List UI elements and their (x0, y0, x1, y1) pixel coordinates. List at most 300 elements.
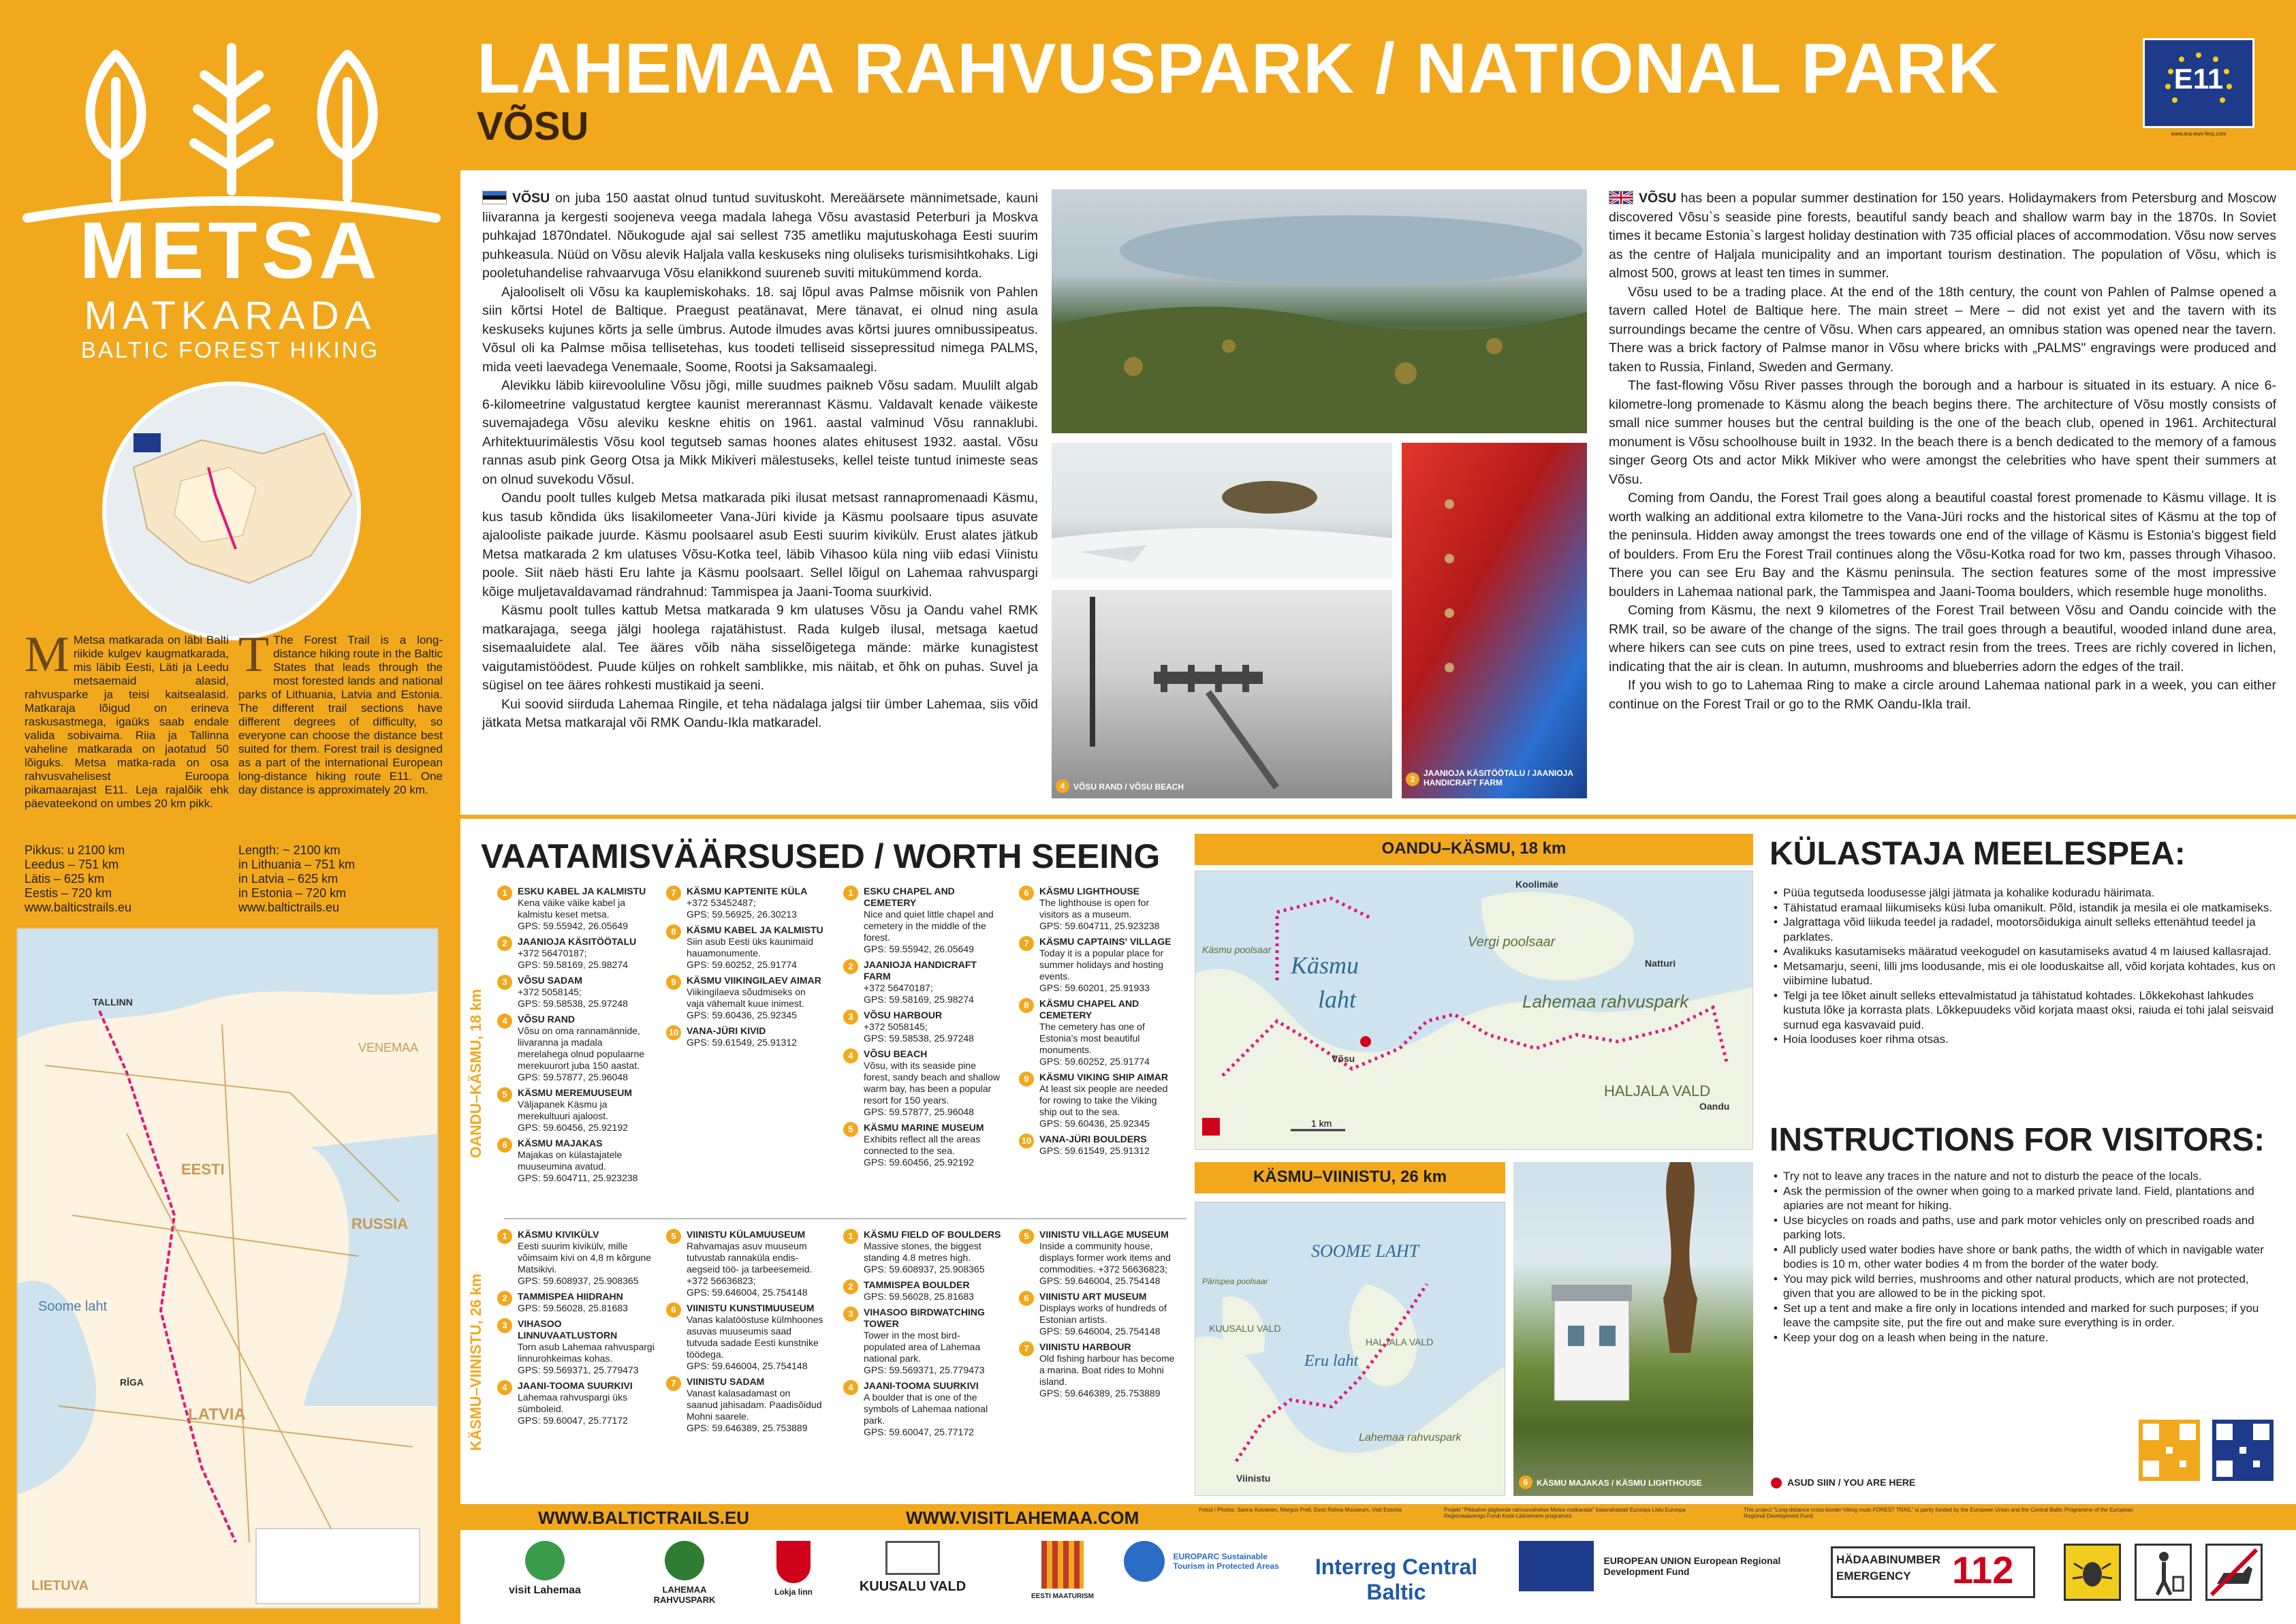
historic-beach-photo (1052, 590, 1392, 798)
item-number-badge: 4 (843, 1048, 858, 1063)
list-item (1019, 1291, 1177, 1337)
item-number-badge: 3 (497, 1318, 512, 1333)
item-name: VIINISTU ART MUSEUM (1039, 1291, 1147, 1302)
item-gps: GPS: 59.569371, 25.779473 (864, 1364, 985, 1375)
item-gps: GPS: 59.569371, 25.779473 (518, 1364, 639, 1375)
item-number-badge: 1 (843, 886, 858, 901)
item-description: Siin asub Eesti üks kaunimaid hauamonumente. (687, 936, 813, 958)
item-gps: GPS: 59.57877, 25.96048 (864, 1106, 974, 1117)
stat-latvia: Lätis – 625 km (25, 872, 105, 886)
map2-label-parispea: Pärispea poolsaar (1202, 1277, 1268, 1286)
item-description: Rahvamajas asuv muuseum tutvustab rannaküla endis-aegseid töö- ja tarbeesemeid. +372 56636823; (687, 1240, 813, 1286)
list-item: • Ask the permission of the owner when going to a marked private land. Field, plantations and apiaries are not meant for hiking. (1774, 1184, 2279, 1213)
lighthouse-photo-number: 6 (1519, 1475, 1532, 1489)
map-label-venemaa: VENEMAA (358, 1041, 419, 1055)
lahemaa-park-logo: LAHEMAA RAHVUSPARK (633, 1541, 736, 1616)
visitor-tips-est-title: KÜLASTAJA MEELESPEA: (1770, 836, 2186, 872)
eng-paragraph-6: If you wish to go to Lahemaa Ring to make a circle around Lahemaa national park in a week, you can either continue on the Forest Trail or go to the RMK Oandu-Ikla trail. (1609, 678, 2276, 712)
route1-est-col-b (666, 886, 824, 1052)
stat-website-link[interactable]: www.baltictrails.eu (238, 901, 340, 914)
item-description: +372 5058145; (864, 1021, 928, 1032)
list-item (1019, 1072, 1177, 1129)
eu-flag-icon (1519, 1541, 1594, 1591)
item-description: Väljapanek Käsmu ja merekultuuri ajaloost. (518, 1099, 609, 1121)
route1-eng-col-a (843, 886, 1001, 1172)
list-item (497, 936, 655, 971)
list-item: • All publicly used water bodies have shore or bank paths, the width of which in navigable water bodies is 10 m, other water bodies 4 m from the border of the water body. (1774, 1243, 2279, 1272)
list-item (1019, 1134, 1177, 1157)
item-number-badge: 1 (497, 886, 512, 901)
section-divider (460, 815, 2296, 819)
route2-eng-col-b (1019, 1229, 1177, 1403)
item-gps: GPS: 59.60252, 25.91774 (687, 959, 797, 970)
list-item (1019, 1341, 1177, 1399)
est-paragraph-6: Kui soovid siirduda Lahemaa Ringile, et teha nädalaga jalgsi tiir ümber Lahemaa, siis võid jätkata Metsa matkarajal või RMK Oandu-Ikla matkaradel. (482, 696, 1038, 730)
item-description: Old fishing harbour has become a marina. Boat rides to Mohni island. (1039, 1353, 1175, 1387)
item-number-badge: 7 (666, 886, 681, 901)
handicraft-photo-number: 2 (1406, 772, 1419, 786)
map2-label-soome-laht: SOOME LAHT (1311, 1241, 1419, 1261)
item-number-badge: 5 (666, 1229, 681, 1244)
visitlahemaa-link[interactable]: WWW.VISITLAHEMAA.COM (906, 1508, 1139, 1528)
europarc-logo: EUROPARC Sustainable Tourism in Protected Areas (1124, 1541, 1287, 1616)
item-name: KÄSMU KABEL JA KALMISTU (687, 924, 823, 935)
list-item (1019, 886, 1177, 932)
item-gps: GPS: 59.604711, 25.923238 (518, 1172, 638, 1183)
item-number-badge: 6 (1019, 886, 1034, 901)
map1-label-laht: laht (1318, 986, 1357, 1013)
list-item: • Telgi ja tee lõket ainult selleks ettevalmistatud ja tähistatud kohtades. Lõkkekohast lahkudes kustuta lõke ja korrasta plats. Lõkkepuudeks võid korjata maast oksi, raiuda ei tohi jalal seisvaid surnud ega kasvavaid puid. (1774, 988, 2279, 1033)
item-name: ESKU KABEL JA KALMISTU (518, 886, 646, 896)
item-name: JAANIOJA KÄSITÖÖTALU (518, 936, 637, 947)
item-number-badge: 4 (497, 1014, 512, 1029)
list-item: • Try not to leave any traces in the nature and not to disturb the peace of the locals. (1774, 1169, 2279, 1184)
e11-site: www.era-ewv-ferp.com (2171, 131, 2227, 137)
list-item (843, 886, 1001, 955)
item-name: KÄSMU VIIKINGILAEV AIMAR (687, 975, 821, 986)
item-name: ESKU CHAPEL AND CEMETERY (864, 886, 955, 908)
item-number-badge: 7 (666, 1376, 681, 1391)
item-name: KÄSMU CHAPEL AND CEMETERY (1039, 998, 1139, 1020)
kasmu-lighthouse-photo (1513, 1162, 1753, 1496)
item-description: Vanast kalasadamast on saanud jahisadam. Paadisõidud Mohni saarele. (687, 1388, 822, 1422)
item-number-badge: 1 (843, 1229, 858, 1244)
item-name: KÄSMU MARINE MUSEUM (864, 1122, 984, 1133)
item-number-badge: 5 (843, 1122, 858, 1137)
item-gps: GPS: 59.58538, 25.97248 (864, 1033, 974, 1044)
item-number-badge: 2 (843, 959, 858, 974)
list-item: • Jalgrattaga võid liikuda teedel ja radadel, mootorsõidukiga ainult selleks ettenähtud teedel ja parklates. (1774, 915, 2279, 944)
item-description: Displays works of hundreds of Estonian artists. (1039, 1302, 1167, 1325)
map1-label-vosu: Võsu (1332, 1053, 1355, 1064)
no-littering-icon (2135, 1544, 2192, 1601)
lighthouse-photo-caption: KÄSMU MAJAKAS / KÄSMU LIGHTHOUSE (1537, 1478, 1702, 1488)
item-number-badge: 5 (1019, 1229, 1034, 1244)
item-gps: GPS: 59.61549, 25.91312 (1039, 1145, 1150, 1156)
handicraft-photo-caption: JAANIOJA KÄSITÖÖTALU / JAANIOJA HANDICRAFT FARM (1424, 768, 1573, 787)
map2-label-haljala: HALJALA VALD (1366, 1337, 1434, 1347)
item-name: JAANIOJA HANDICRAFT FARM (864, 959, 977, 982)
visitor-tips-eng-title: INSTRUCTIONS FOR VISITORS: (1770, 1122, 2265, 1158)
list-item (497, 1014, 655, 1083)
item-description: Inside a community house, displays former work items and commodities. +372 56636823; (1039, 1240, 1171, 1275)
map1-label-oandu: Oandu (1699, 1101, 1730, 1112)
item-number-badge: 2 (497, 936, 512, 951)
est-paragraph-1 (482, 189, 1038, 283)
item-description: At least six people are needed for rowing to take the Viking ship out to the sea. (1039, 1083, 1168, 1117)
list-item (843, 1307, 1001, 1376)
route2-est-col-b (666, 1229, 824, 1438)
kasmu-viinistu-map[interactable] (1195, 1202, 1505, 1496)
item-name: KÄSMU KIVIKÜLV (518, 1229, 599, 1240)
item-number-badge: 10 (666, 1025, 681, 1040)
item-number-badge: 2 (843, 1279, 858, 1294)
page-title: LAHEMAA RAHVUSPARK / NATIONAL PARK (477, 29, 2000, 108)
item-number-badge: 4 (497, 1380, 512, 1395)
item-description: The lighthouse is open for visitors as a museum. (1039, 897, 1150, 920)
item-description: +372 53452487; (687, 897, 756, 908)
visit-lahemaa-logo: visit Lahemaa (490, 1541, 599, 1616)
list-item (666, 975, 824, 1021)
trail-stats-english (238, 843, 443, 915)
list-item: • Use bicycles on roads and paths, use and park motor vehicles only on prescribed roads and parking lots. (1774, 1213, 2279, 1243)
forest-trees-icon (20, 27, 443, 225)
item-gps: GPS: 59.60201, 25.91933 (1039, 982, 1150, 993)
map-label-sea: Soome laht (38, 1299, 108, 1314)
dropcap-t: T (238, 627, 270, 683)
list-item (843, 1229, 1001, 1275)
brand-subtitle: MATKARADA (84, 294, 377, 338)
stat-lithuania: in Lithuania – 751 km (238, 858, 356, 871)
map1-title: OANDU–KÄSMU, 18 km (1195, 834, 1753, 865)
map1-label-haljala: HALJALA VALD (1604, 1082, 1711, 1099)
project-eng-note: This project "Long-distance cross-border hiking route FOREST TRAIL" is partly funded by the European Union and the Central Baltic Programme of the European Regional Development Fund. (1744, 1507, 2133, 1519)
eng-paragraph-1-text: has been a popular summer destination for 150 years. Holidaymakers from Petersburg and Moscow discovered Võsu`s seaside pine forests, beautiful sandy beach and shallow warm bay in the 1870s. In Soviet times it became Estonia`s largest holiday destination with 735 official places of accommodation. Võsu now serves as the centre of Haljala municipality and an important tourism destination. The population of Võsu, which is almost 500, grows at least ten times in summer. (1609, 191, 2276, 281)
worth-seeing-title: VAATAMISVÄÄRSUSED / WORTH SEEING (481, 837, 1161, 875)
stat-website-link[interactable]: www.balticstrails.eu (25, 901, 132, 914)
item-name: KÄSMU LIGHTHOUSE (1039, 886, 1139, 896)
est-paragraph-3: Alevikku läbib kiirevooluline Võsu jõgi, mille suudmes paikneb Võsu sadam. Muulilt algab 6-kilomeetrine valgustatud kergtee kaunist mererannast Käsmu. Valdavalt kenade väikeste suvemajadega Võsu aleviku keskne ehitis on 1961. aastal valminud Võsu rannaklubi. Arhitektuurimälestis Võsu kool tegutseb samas hoones alates ehitusest 1932. aastal. Võsu rannas asub pink Georg Otsa ja Mikk Mikiveri mälestuseks, kellel teiste tuntud inimeste seas on olnud suvekodu Võsul. (482, 378, 1038, 487)
item-name: TAMMISPEA HIIDRAHN (518, 1291, 623, 1302)
eng-paragraph-3: The fast-flowing Võsu River passes through the borough and a harbour is situated in its estuary. A nice 6-kilometre-long promenade to Käsmu along the beach begins there. The architecture of Võsu mostly consists of small nice summer houses but the central building is the one of the beach club, opened in 1961. Architectural monument is Võsu schoolhouse built in 1932. In the beach there is a bench dedicated to the memory of a famous singer Georg Ots and actor Mikk Mikiver who were amongst the celebrities who have spent their summers at Võsu. (1609, 378, 2276, 487)
est-paragraph-1-text: on juba 150 aastat olnud tuntud suvituskoht. Mereäärsete männimetsade, kauni liivaranna ja kergesti soojeneva veega madala lahega Võsu avastasid Peterburi ja Moskva puhkajad 1870ndatel. Nõukogude ajal sai sellest 735 ametliku majutuskohaga Eesti suurim puhkeasula. Nüüd on Võsu alevik Haljala valla keskuseks ning oluliseks turismisihtkohaks. Ligi pooletuhandelise rahvaarvuga Võsu elanikkond suureneb suviti mitukümmend korda. (482, 191, 1038, 281)
list-item (666, 886, 824, 920)
item-number-badge: 3 (497, 975, 512, 990)
eng-paragraph-1 (1609, 189, 2276, 283)
item-name: VIINISTU KÜLAMUUSEUM (687, 1229, 806, 1240)
list-item: • Set up a tent and make a fire only in locations intended and marked for such purposes; if you leave the campsite site, put the fire out and make sure everything is in order. (1774, 1301, 2279, 1330)
eng-paragraph-4: Coming from Oandu, the Forest Trail goes along a beautiful coastal forest promenade to Käsmu village. It is worth walking an additional extra kilometre to the Vana-Jüri rocks and the historical sites of Käsmu at the top of the peninsula. Hidden away amongst the trees towards one end of the village of Käsmu is Estonia's biggest field of boulders. From Eru the Forest Trail continues along the Võsu-Kotka road for two km, passes through Vihasoo. There you can see Eru Bay and the Käsmu peninsula. The section features some of the most impressive boulders in Lahemaa national park, the Tammispea and Jaani-Tooma boulders, which resemble huge monoliths. (1609, 490, 2276, 599)
item-name: VIINISTU SADAM (687, 1376, 765, 1387)
map1-label-lahemaa: Lahemaa rahvuspark (1522, 991, 1689, 1012)
item-number-badge: 9 (1019, 1072, 1034, 1087)
list-item (497, 1087, 655, 1134)
item-number-badge: 5 (497, 1087, 512, 1102)
map2-label-eru-laht: Eru laht (1304, 1352, 1359, 1370)
item-name: JAANI-TOOMA SUURKIVI (518, 1380, 633, 1391)
item-gps: GPS: 59.60436, 25.92345 (687, 1010, 797, 1020)
eng-paragraph-2: Võsu used to be a trading place. At the end of the 18th century, the count von Pahlen of Palmse opened a tavern called Hotel de Baltique here. The main street – Mere – did not exist yet and the tavern with its surroundings became the centre of Võsu. When cars appeared, an omnibus station was opened near the tavern. There was a brick factory of Palmse manor in Võsu where bricks with „PALMS" engravings were produced and taken to Russia, Finland, Sweden and Germany. (1609, 284, 2276, 375)
item-gps: GPS: 59.56028, 25.81683 (518, 1302, 628, 1313)
item-name: VIINISTU VILLAGE MUSEUM (1039, 1229, 1169, 1240)
item-gps: GPS: 59.646004, 25.754148 (1039, 1326, 1161, 1337)
dropcap-m: M (25, 627, 69, 683)
list-item (1019, 998, 1177, 1067)
beach-photo-caption: VÕSU RAND / VÕSU BEACH (1073, 782, 1184, 792)
item-description: Nice and quiet little chapel and cemetery in the middle of the forest. (864, 909, 994, 943)
item-description: Today it is a popular place for summer holidays and hosting events. (1039, 948, 1164, 982)
map2-label-kuusalu: KUUSALU VALD (1209, 1323, 1281, 1334)
list-item (843, 1010, 1001, 1044)
item-number-badge: 7 (1019, 1341, 1034, 1356)
map2-title: KÄSMU–VIINISTU, 26 km (1195, 1162, 1505, 1193)
emergency-label: HÄDAABINUMBER EMERGENCY (1836, 1553, 1940, 1582)
list-item (497, 1380, 655, 1426)
list-item (666, 1229, 824, 1298)
est-paragraph-2: Ajalooliselt oli Võsu ka kauplemiskohaks. 18. saj lõpul avas Palmse mõisnik von Pahlen siin kõrtsi Hotel de Baltique. Praegust peatänavat, Mere tänavat, ei olnud ning asula keskuseks kujunes kõrts ja selle ümbrus. Autode ilmudes avas kõrtsi juures omnibussipeatus. Võsul oli ka Palmse mõisa tellisetehas, kus toodeti telliseid sissepressitud nimega PALMS, mida veeti laevadega Venemaale, Soome, Rootsi ja Saksamaalegi. (482, 284, 1038, 375)
item-name: KÄSMU FIELD OF BOULDERS (864, 1229, 1001, 1240)
estonian-flag-icon (482, 191, 507, 204)
qr-code-icon[interactable] (2139, 1420, 2200, 1481)
trail-stats-estonian (25, 843, 229, 915)
sidebar-estonian-text (25, 627, 229, 811)
sidebar-eng-paragraph-1: The Forest Trail is a long-distance hiking route in the Baltic States that leads through the most forested lands and national parks of Lithuania, Latvia and Estonia. The different trail sections have different degrees of difficulty, so everyone can choose the distance best suited for them. Forest trail is designed as a part of the international European long-distance hiking route E11. (238, 634, 443, 783)
item-gps: GPS: 59.646004, 25.754148 (687, 1287, 808, 1298)
item-name: KÄSMU VIKING SHIP AIMAR (1039, 1072, 1169, 1082)
item-description: Lahemaa rahvuspargi üks sümboleid. (518, 1392, 628, 1414)
list-item (843, 1279, 1001, 1302)
item-description: Kena väike väike kabel ja kalmistu keset metsa. (518, 897, 625, 920)
stat-length: Pikkus: u 2100 km (25, 843, 125, 857)
map-label-riga: RĪGA (120, 1377, 144, 1388)
item-description: Viikingilaeva sõudmiseks on vaja vähemalt kuue inimest. (687, 986, 806, 1009)
item-name: VIHASOO LINNUVAATLUSTORN (518, 1318, 618, 1341)
item-name: VIINISTU HARBOUR (1039, 1341, 1131, 1352)
beach-photo-number: 4 (1056, 779, 1069, 793)
item-gps: GPS: 59.646389, 25.753889 (687, 1422, 808, 1433)
item-gps: GPS: 59.58538, 25.97248 (518, 998, 628, 1009)
item-gps: GPS: 59.60436, 25.92345 (1039, 1118, 1150, 1129)
eesti-maaturism-logo: EESTI MAATURISM (1015, 1541, 1110, 1616)
item-number-badge: 2 (497, 1291, 512, 1306)
stat-estonia: in Estonia – 720 km (238, 886, 347, 900)
tick-warning-icon (2064, 1544, 2121, 1601)
list-item: • Keep your dog on a leash when being in the nature. (1774, 1330, 2279, 1345)
list-item (843, 959, 1001, 1005)
oandu-kasmu-map[interactable] (1195, 871, 1753, 1150)
item-gps: GPS: 59.646004, 25.754148 (687, 1360, 808, 1371)
route1-est-col-a (497, 886, 655, 1188)
item-gps: GPS: 59.60456, 25.92192 (518, 1122, 628, 1133)
map-label-lietuva: LIETUVA (31, 1578, 89, 1593)
map-label-eesti: EESTI (181, 1161, 225, 1178)
item-gps: GPS: 59.646389, 25.753889 (1039, 1388, 1161, 1399)
sidebar-eng-paragraph-2: One day distance is approximately 20 km. (238, 770, 443, 796)
emergency-number[interactable]: 112 (1952, 1548, 2014, 1591)
list-item (497, 1229, 655, 1287)
route-label-oandu-kasmu: OANDU–KÄSMU, 18 km (467, 988, 484, 1158)
uk-flag-icon (1609, 191, 1633, 204)
map1-label-vergi: Vergi poolsaar (1468, 935, 1556, 950)
eng-lead: VÕSU (1639, 191, 1677, 206)
visitor-tips-est-list (1774, 886, 2279, 1047)
qr-code-icon[interactable] (2212, 1420, 2274, 1481)
list-item (666, 1025, 824, 1048)
est-lead: VÕSU (512, 191, 550, 206)
item-number-badge: 8 (1019, 998, 1034, 1013)
route-label-kasmu-viinistu: KÄSMU–VIINISTU, 26 km (467, 1273, 484, 1451)
map2-label-lahemaa: Lahemaa rahvuspark (1359, 1432, 1462, 1443)
sidebar-est-paragraph-1: Metsa matkarada on läbi Balti riikide kulgev kaugmatkarada, mis läbib Eesti, Läti ja Leedu metsaemaid alasid, rahvusparke ja teisi kaitsealasid. Matkaraja lõigud on erineva raskusastmega, igaüks saab endale valida sobivaima. Riia ja Tallinna vaheline matkarada on jaotatud 50 lõiguks. Metsa matka-rada on osa rahvusvahelisest Euroopa pikamaarajast E11. (25, 634, 229, 796)
list-item (666, 924, 824, 971)
item-name: VANA-JÜRI BOULDERS (1039, 1134, 1147, 1144)
page-subtitle: VÕSU (477, 104, 589, 149)
list-item (666, 1302, 824, 1372)
item-number-badge: 1 (497, 1229, 512, 1244)
list-item (1019, 936, 1177, 994)
item-gps: GPS: 59.56925, 26.30213 (687, 909, 797, 920)
lokja-linn-logo: Lokja linn (756, 1541, 831, 1616)
e11-label: E11 (2173, 63, 2224, 95)
item-name: VÕSU SADAM (518, 975, 582, 986)
map1-label-koolimae: Koolimäe (1515, 879, 1559, 890)
item-name: TAMMISPEA BOULDER (864, 1279, 970, 1290)
worth-seeing-divider (504, 1218, 1186, 1219)
map1-label-natturi: Natturi (1645, 958, 1676, 969)
item-name: VÕSU BEACH (864, 1048, 928, 1059)
item-gps: GPS: 59.646004, 25.754148 (1039, 1275, 1161, 1286)
item-number-badge: 3 (843, 1307, 858, 1322)
route1-eng-col-b (1019, 886, 1177, 1161)
item-name: JAANI-TOOMA SUURKIVI (864, 1380, 979, 1391)
stat-estonia: Eestis – 720 km (25, 886, 112, 900)
item-number-badge: 3 (843, 1010, 858, 1025)
list-item (497, 886, 655, 932)
project-est-note: Projekt "Pikkaline jälgiteede rahvusvahelise Metsa matkarada" kaasrahastati Euroopa Liidu Euroopa Regionaalarengu Fondi Kesk-Läänemere programmi. (1444, 1507, 1686, 1519)
item-gps: GPS: 59.58169, 25.98274 (518, 959, 628, 970)
item-name: KÄSMU MAJAKAS (518, 1138, 603, 1149)
item-gps: GPS: 59.608937, 25.908365 (518, 1275, 639, 1286)
item-description: +372 56470187; (864, 982, 933, 993)
list-item: • Hoia looduses koer rihma otsas. (1774, 1032, 2279, 1047)
list-item: • Metsamarju, seeni, lilli jms loodusande, mis ei ole looduskaitse all, võid korjata kohtades, kus on viibimine lubatud. (1774, 959, 2279, 988)
item-number-badge: 6 (666, 1302, 681, 1317)
item-description: Exhibits reflect all the areas connected to the sea. (864, 1134, 981, 1156)
list-item (843, 1380, 1001, 1438)
item-number-badge: 9 (666, 975, 681, 990)
map-label-tallinn: TALLINN (93, 997, 133, 1008)
item-description: Võsu, with its seaside pine forest, sandy beach and shallow warm bay, has been a popular resort for 150 years. (864, 1060, 1001, 1106)
item-gps: GPS: 59.608937, 25.908365 (864, 1264, 985, 1275)
you-are-here-marker (1360, 1036, 1371, 1047)
item-description: +372 5058145; (518, 986, 582, 997)
item-description: Tower in the most bird-populated area of Lahemaa national park. (864, 1330, 981, 1364)
item-description: The cemetery has one of Estonia's most beautiful monuments. (1039, 1021, 1145, 1055)
item-name: VANA-JÜRI KIVID (687, 1025, 766, 1036)
route2-est-col-a (497, 1229, 655, 1431)
item-number-badge: 6 (497, 1138, 512, 1153)
item-name: KÄSMU MEREMUUSEUM (518, 1087, 632, 1098)
item-description: A boulder that is one of the symbols of Lahemaa national park. (864, 1392, 988, 1426)
map1-scale: 1 km (1311, 1118, 1332, 1129)
list-item (497, 1318, 655, 1376)
item-gps: GPS: 59.56028, 25.81683 (864, 1291, 974, 1302)
item-number-badge: 8 (666, 924, 681, 939)
brand-tagline: BALTIC FOREST HIKING (80, 337, 380, 362)
list-item (843, 1048, 1001, 1118)
item-number-badge: 4 (843, 1380, 858, 1395)
brand-title: METSA (79, 206, 381, 296)
item-gps: GPS: 59.55942, 26.05649 (864, 943, 974, 954)
english-intro (1609, 189, 2276, 714)
list-item (497, 975, 655, 1010)
list-item: • Tähistatud eramaal liikumiseks küsi luba omanikult. Põld, istandik ja mesila ei ole matkamiseks. (1774, 901, 2279, 916)
handicraft-photo (1402, 443, 1587, 798)
aerial-photo-vosu (1052, 189, 1587, 433)
eng-paragraph-5: Coming from Käsmu, the next 9 kilometres of the Forest Trail between Võsu and Oandu coincide with the RMK trail, so be aware of the change of the signs. The trail goes through a beautiful, wooded inland dune area, where hikers can see cuts on pine trees, used to extract resin from the trees. Trees are richly covered in lichen, indicating that the air is clean. In autumn, mushrooms and blueberries adorn the edges of the trail. (1609, 603, 2276, 674)
interreg-logo: Interreg Central Baltic (1315, 1555, 1478, 1604)
est-paragraph-4: Oandu poolt tulles kulgeb Metsa matkarada piki ilusat metsast rannapromenaadi Käsmu, kus tasub kõndida üks lisakilomeeter Vana-Jüri kivide ja Käsmu poolsaare tipus asuvate ajalooliste paikade juurde. Käsmu poolsaarel asub Eesti suurim kivikülv. Erust alates jätkub Metsa matkarada 2 km ulatuses Võsu-Kotka teel, läbib Vihasoo küla ning viib edasi Viinistu poole. Siit näeb hästi Eru lahte ja Käsmu poolsaart. Sellel lõigul on Lahemaa rahvuspargi kõige muljetavaldavamad rändrahnud: Tammispea ja Jaani-Tooma suurkivid. (482, 490, 1038, 599)
visitor-tips-eng-list (1774, 1169, 2279, 1345)
map1-label-kasmu: Käsmu (1291, 952, 1359, 979)
you-are-here-label: ASUD SIIN / YOU ARE HERE (1787, 1477, 1916, 1488)
item-gps: GPS: 59.604711, 25.923238 (1039, 920, 1160, 931)
item-name: KÄSMU CAPTAINS' VILLAGE (1039, 936, 1171, 947)
item-description: Massive stones, the biggest standing 4.8 metres high. (864, 1240, 981, 1263)
item-number-badge: 6 (1019, 1291, 1034, 1306)
item-description: +372 56470187; (518, 948, 587, 958)
list-item (1019, 1229, 1177, 1287)
item-gps: GPS: 59.57877, 25.96048 (518, 1072, 628, 1082)
item-name: KÄSMU KAPTENITE KÜLA (687, 886, 808, 896)
list-item: • You may pick wild berries, mushrooms and other natural products, which are not protected, given that you are allowed to be in the picking spot. (1774, 1272, 2279, 1301)
baltictrails-link[interactable]: WWW.BALTICTRAILS.EU (538, 1508, 750, 1528)
route2-eng-col-a (843, 1229, 1001, 1442)
map2-label-viinistu: Viinistu (1236, 1473, 1271, 1484)
stat-latvia: in Latvia – 625 km (238, 872, 339, 886)
you-are-here-dot (1771, 1478, 1782, 1488)
item-name: VÕSU RAND (518, 1014, 576, 1025)
list-item: • Avalikuks kasutamiseks määratud veekogudel on kasutamiseks avatud 4 m laiused kallasrajad. (1774, 944, 2279, 959)
item-gps: GPS: 59.60252, 25.91774 (1039, 1056, 1150, 1067)
list-item (666, 1376, 824, 1434)
eu-logo: EUROPEAN UNION European Regional Development Fund (1519, 1541, 1805, 1616)
item-gps: GPS: 59.61549, 25.91312 (687, 1037, 797, 1048)
baltic-overview-map (102, 381, 361, 640)
item-name: VIHASOO BIRDWATCHING TOWER (864, 1307, 985, 1329)
item-number-badge: 10 (1019, 1134, 1034, 1149)
list-item (843, 1122, 1001, 1168)
photo-credit: Fotod / Photos: Sanna Kuivanen, Margus Prell, Eesti Rahva Muuseum, Visit Estonia (1199, 1507, 1402, 1513)
item-number-badge: 7 (1019, 936, 1034, 951)
item-description: Torn asub Lahemaa rahvuspargi linnurohkeimas kohas. (518, 1341, 655, 1364)
est-paragraph-5: Käsmu poolt tulles kattub Metsa matkarada 9 km ulatuses Võsu ja Oandu vahel RMK matkarajaga, seega jälgi hoolega rajatähistust. Rada kulgeb ilusal, metsaga kaetud sisemaaluidete alal. Tee ääres võib näha sisselõigetega mände: märke kunagistest vaigutamistöödest. Puude küljes on rohkelt samblikke, mis näitab, et õhk on puhas. Suvel ja sügisel on tee ääres rohkesti mustikaid ja seeni. (482, 603, 1038, 693)
list-item: • Püüa tegutseda loodusesse jälgi jätmata ja kohalike koduradu häirimata. (1774, 886, 2279, 901)
item-name: VIINISTU KUNSTIMUUSEUM (687, 1302, 815, 1313)
item-name: VÕSU HARBOUR (864, 1010, 943, 1020)
estonia-latvia-trail-map[interactable] (16, 928, 439, 1609)
no-dogs-unleashed-icon (2205, 1544, 2263, 1601)
winter-island-photo (1052, 443, 1392, 579)
estonian-intro (482, 189, 1038, 733)
stat-lithuania: Leedus – 751 km (25, 858, 119, 871)
item-description: Vanas kalatööstuse külmhoones asuvas muuseumis saad tutvuda sadade Eesti kunstnike töödega. (687, 1314, 823, 1360)
map1-label-kasmu-poolsaar: Käsmu poolsaar (1202, 944, 1272, 955)
item-gps: GPS: 59.58169, 25.98274 (864, 994, 974, 1005)
list-item (497, 1291, 655, 1314)
item-gps: GPS: 59.60047, 25.77172 (864, 1426, 974, 1437)
sidebar-est-paragraph-2: Leja rajalõik ehk päevateekond on umbes 20 km pikk. (25, 783, 229, 810)
